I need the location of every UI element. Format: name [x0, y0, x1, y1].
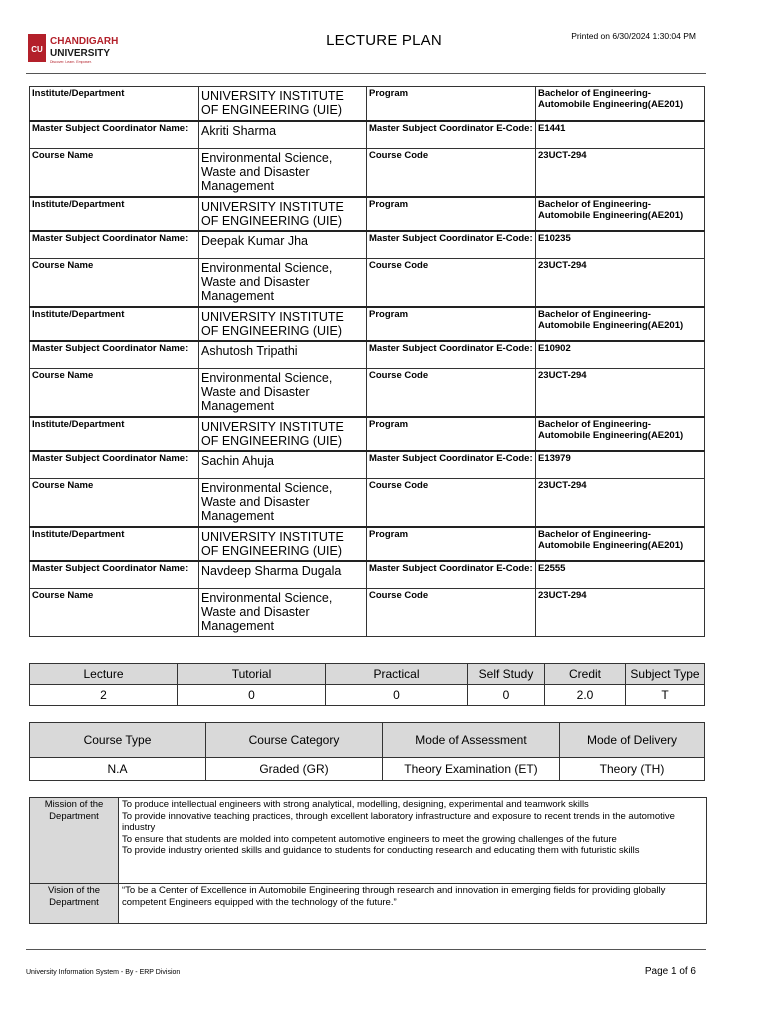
field-value-coordinator: Deepak Kumar Jha: [199, 231, 367, 259]
field-label: Course Name: [30, 369, 199, 417]
header-cell: Subject Type: [626, 664, 705, 685]
field-value-institute: UNIVERSITY INSTITUTE OF ENGINEERING (UIE): [199, 307, 367, 341]
field-label: Course Name: [30, 479, 199, 527]
course-info-table: [29, 86, 705, 637]
field-value-course-name: Environmental Science, Waste and Disaster Management: [199, 149, 367, 197]
course-info-row: [30, 561, 705, 589]
header-cell: Credit: [545, 664, 626, 685]
value-cell: Theory Examination (ET): [383, 758, 560, 781]
logo-line1: CHANDIGARH: [50, 36, 119, 47]
field-value-ecode: E13979: [536, 451, 705, 479]
field-value-course-name: Environmental Science, Waste and Disaster Management: [199, 259, 367, 307]
field-value-ecode: E10902: [536, 341, 705, 369]
field-label: Master Subject Coordinator E-Code:: [367, 561, 536, 589]
course-info-row: [30, 197, 705, 231]
field-label: Course Code: [367, 149, 536, 197]
printed-timestamp: Printed on 6/30/2024 1:30:04 PM: [571, 31, 696, 41]
footer-credit: University Information System - By - ERP Division: [26, 969, 181, 976]
field-label: Institute/Department: [30, 307, 199, 341]
course-info-row: [30, 87, 705, 121]
header-cell: Practical: [326, 664, 468, 685]
field-label: Master Subject Coordinator E-Code:: [367, 231, 536, 259]
field-label: Program: [367, 87, 536, 121]
value-cell: 2: [30, 685, 178, 706]
field-value-program: Bachelor of Engineering-Automobile Engineering(AE201): [536, 197, 705, 231]
header-cell: Mode of Assessment: [383, 723, 560, 758]
field-label: Course Name: [30, 589, 199, 637]
header-cell: Tutorial: [178, 664, 326, 685]
field-label: Course Code: [367, 479, 536, 527]
field-value-institute: UNIVERSITY INSTITUTE OF ENGINEERING (UIE): [199, 87, 367, 121]
field-value-coordinator: Navdeep Sharma Dugala: [199, 561, 367, 589]
field-value-coordinator: Akriti Sharma: [199, 121, 367, 149]
mission-text: [119, 798, 707, 884]
field-label: Course Name: [30, 259, 199, 307]
credits-value-row: [30, 685, 705, 706]
value-cell: Theory (TH): [560, 758, 705, 781]
course-type-table: [29, 722, 705, 781]
field-label: Course Name: [30, 149, 199, 197]
course-type-header-row: [30, 723, 705, 758]
field-value-course-name: Environmental Science, Waste and Disaster Management: [199, 369, 367, 417]
footer-divider: [26, 949, 706, 950]
field-value-course-code: 23UCT-294: [536, 259, 705, 307]
field-label: Institute/Department: [30, 197, 199, 231]
mission-line: To produce intellectual engineers with strong analytical, modelling, designing, experimental and teamwork skills: [122, 799, 589, 810]
field-value-ecode: E1441: [536, 121, 705, 149]
value-cell: Graded (GR): [206, 758, 383, 781]
mission-row: [30, 798, 707, 884]
course-info-row: [30, 451, 705, 479]
mission-vision-table: [29, 797, 707, 924]
course-info-row: [30, 369, 705, 417]
field-value-course-name: Environmental Science, Waste and Disaster Management: [199, 479, 367, 527]
header-divider: [26, 73, 706, 74]
mission-label: Mission of the Department: [30, 798, 119, 884]
value-cell: N.A: [30, 758, 206, 781]
page-number: Page 1 of 6: [644, 966, 696, 977]
field-label: Institute/Department: [30, 527, 199, 561]
logo-badge: CU: [31, 45, 43, 54]
mission-line: To ensure that students are molded into competent automotive engineers to meet the growing challenges of the future: [122, 833, 617, 845]
field-label: Master Subject Coordinator E-Code:: [367, 451, 536, 479]
value-cell: 2.0: [545, 685, 626, 706]
field-value-course-code: 23UCT-294: [536, 589, 705, 637]
course-info-row: [30, 341, 705, 369]
field-value-course-name: Environmental Science, Waste and Disaster Management: [199, 589, 367, 637]
vision-row: [30, 884, 707, 924]
course-type-value-row: [30, 758, 705, 781]
credits-table: [29, 663, 705, 706]
field-label: Course Code: [367, 259, 536, 307]
course-info-row: [30, 231, 705, 259]
mission-line: To provide industry oriented skills and guidance to students for conducting research and educating them with futuristic skills: [122, 845, 640, 856]
value-cell: T: [626, 685, 705, 706]
field-value-course-code: 23UCT-294: [536, 369, 705, 417]
logo-tagline: Discover. Learn. Empower.: [50, 60, 92, 64]
header-cell: Course Category: [206, 723, 383, 758]
field-label: Course Code: [367, 589, 536, 637]
header-cell: Lecture: [30, 664, 178, 685]
vision-text: “To be a Center of Excellence in Automobile Engineering through research and innovation in emerging fields for providing globally competent Engineers equipped with the technology of the future.”: [119, 884, 707, 924]
field-label: Program: [367, 197, 536, 231]
value-cell: 0: [178, 685, 326, 706]
field-value-ecode: E2555: [536, 561, 705, 589]
course-info-row: [30, 479, 705, 527]
field-value-coordinator: Sachin Ahuja: [199, 451, 367, 479]
header-cell: Mode of Delivery: [560, 723, 705, 758]
course-info-row: [30, 149, 705, 197]
field-label: Course Code: [367, 369, 536, 417]
field-value-coordinator: Ashutosh Tripathi: [199, 341, 367, 369]
course-info-row: [30, 527, 705, 561]
credits-header-row: [30, 664, 705, 685]
field-label: Institute/Department: [30, 87, 199, 121]
field-value-course-code: 23UCT-294: [536, 479, 705, 527]
field-value-institute: UNIVERSITY INSTITUTE OF ENGINEERING (UIE): [199, 527, 367, 561]
field-label: Program: [367, 527, 536, 561]
field-label: Master Subject Coordinator E-Code:: [367, 341, 536, 369]
course-info-row: [30, 121, 705, 149]
mission-line: To provide innovative teaching practices, through excellent laboratory infrastructure and exposure to recent trends in the automotive industry: [122, 810, 675, 833]
course-info-row: [30, 259, 705, 307]
header-cell: Course Type: [30, 723, 206, 758]
field-value-program: Bachelor of Engineering-Automobile Engineering(AE201): [536, 87, 705, 121]
logo-line2: UNIVERSITY: [50, 48, 111, 59]
vision-label: Vision of the Department: [30, 884, 119, 924]
field-value-program: Bachelor of Engineering-Automobile Engineering(AE201): [536, 527, 705, 561]
field-label: Program: [367, 307, 536, 341]
field-label: Master Subject Coordinator Name:: [30, 341, 199, 369]
course-info-row: [30, 307, 705, 341]
field-label: Master Subject Coordinator E-Code:: [367, 121, 536, 149]
field-label: Program: [367, 417, 536, 451]
field-value-ecode: E10235: [536, 231, 705, 259]
value-cell: 0: [468, 685, 545, 706]
field-label: Institute/Department: [30, 417, 199, 451]
header-cell: Self Study: [468, 664, 545, 685]
field-label: Master Subject Coordinator Name:: [30, 121, 199, 149]
field-value-program: Bachelor of Engineering-Automobile Engineering(AE201): [536, 307, 705, 341]
page-title: LECTURE PLAN: [326, 32, 442, 49]
field-value-program: Bachelor of Engineering-Automobile Engineering(AE201): [536, 417, 705, 451]
field-label: Master Subject Coordinator Name:: [30, 451, 199, 479]
field-value-institute: UNIVERSITY INSTITUTE OF ENGINEERING (UIE): [199, 197, 367, 231]
course-info-row: [30, 417, 705, 451]
value-cell: 0: [326, 685, 468, 706]
field-value-course-code: 23UCT-294: [536, 149, 705, 197]
field-value-institute: UNIVERSITY INSTITUTE OF ENGINEERING (UIE): [199, 417, 367, 451]
field-label: Master Subject Coordinator Name:: [30, 231, 199, 259]
field-label: Master Subject Coordinator Name:: [30, 561, 199, 589]
course-info-row: [30, 589, 705, 637]
